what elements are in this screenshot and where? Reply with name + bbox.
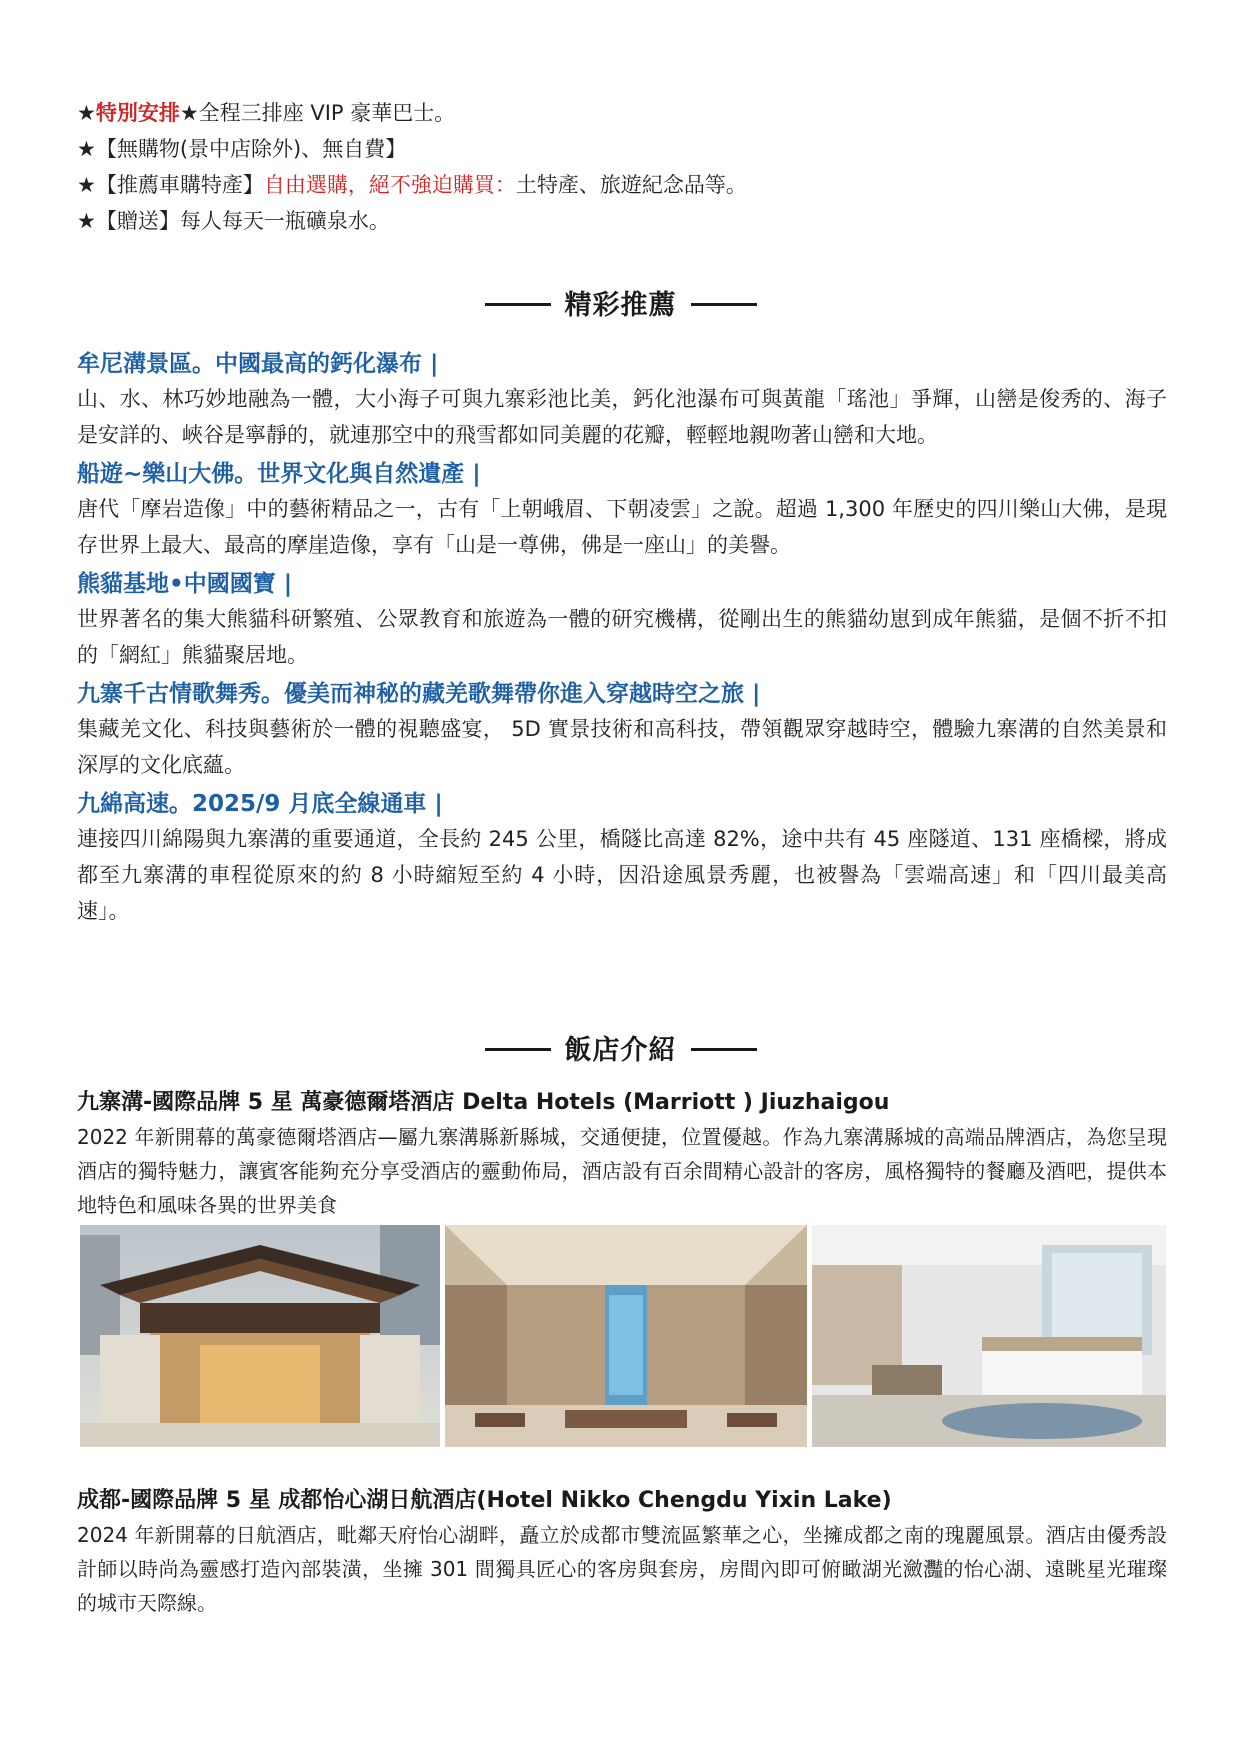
highlight-heading: 九綿高速。2025/9 月底全線通車 | [77,791,443,817]
hotel-name: 九寨溝-國際品牌 5 星 萬豪德爾塔酒店 Delta Hotels (Marriott ) Jiuzhaigou [77,1090,890,1115]
feature-item-bus: ★特別安排★全程三排座 VIP 豪華巴士。 [77,101,456,125]
highlight-item [77,457,1167,563]
highlight-body: 連接四川綿陽與九寨溝的重要通道，全長約 245 公里，橋隧比高達 82%，途中共有 45 座隧道、131 座橋樑，將成都至九寨溝的車程從原來的約 8 小時縮短至約 4 小時，因沿途風景秀麗，也被譽為「雲端高速」和「四川最美高速」。 [77,827,1167,923]
highlight-body: 唐代「摩岩造像」中的藝術精品之一，古有「上朝峨眉、下朝凌雲」之說。超過 1,300 年歷史的四川樂山大佛，是現存世界上最大、最高的摩崖造像，享有「山是一尊佛，佛是一座山」的美譽。 [77,497,1167,557]
highlight-heading: 九寨千古情歌舞秀。優美而神秘的藏羌歌舞帶你進入穿越時空之旅 | [77,681,761,707]
hotel-delta-jiuzhaigou [77,1086,1167,1222]
feature-item-water: ★【贈送】每人每天一瓶礦泉水。 [77,209,390,233]
highlight-body: 世界著名的集大熊貓科研繁殖、公眾教育和旅遊為一體的研究機構，從剛出生的熊貓幼崽到成年熊貓，是個不折不扣的「網紅」熊貓聚居地。 [77,607,1167,667]
hotel-lobby-photo [445,1225,807,1447]
title-dash-right [691,303,757,306]
highlight-item [77,677,1167,783]
highlight-heading: 熊貓基地•中國國寶 | [77,571,293,597]
hotel-room-photo [812,1225,1166,1447]
highlight-body: 山、水、林巧妙地融為一體，大小海子可與九寨彩池比美，鈣化池瀑布可與黃龍「瑤池」爭輝，山巒是俊秀的、海子是安詳的、峽谷是寧靜的，就連那空中的飛雪都如同美麗的花瓣，輕輕地親吻著山巒和大地。 [77,387,1167,447]
hotel-name: 成都-國際品牌 5 星 成都怡心湖日航酒店(Hotel Nikko Chengdu Yixin Lake) [77,1488,892,1513]
hotel-description: 2024 年新開幕的日航酒店，毗鄰天府怡心湖畔，矗立於成都市雙流區繁華之心，坐擁成都之南的瑰麗風景。酒店由優秀設計師以時尚為靈感打造內部裝潢，坐擁 301 間獨具匠心的客房與套房，房間內即可俯瞰湖光瀲灩的怡心湖、遠眺星光璀璨的城市天際線。 [77,1523,1167,1615]
hotel-exterior-photo [80,1225,440,1447]
title-dash-left [485,1048,551,1051]
hotel-description: 2022 年新開幕的萬豪德爾塔酒店—屬九寨溝縣新縣城，交通便捷，位置優越。作為九寨溝縣城的高端品牌酒店，為您呈現酒店的獨特魅力，讓賓客能夠充分享受酒店的靈動佈局，酒店設有百余間精心設計的客房，風格獨特的餐廳及酒吧，提供本地特色和風味各異的世界美食 [77,1125,1167,1217]
hotels-title: 飯店介紹 [0,1028,1241,1067]
feature-item-specialties: ★【推薦車購特產】自由選購，絕不強迫購買：土特產、旅遊紀念品等。 [77,173,747,197]
highlight-body: 集藏羌文化、科技與藝術於一體的視聽盛宴， 5D 實景技術和高科技，帶領觀眾穿越時空，體驗九寨溝的自然美景和深厚的文化底蘊。 [77,717,1167,777]
highlight-item [77,347,1167,453]
title-dash-right [691,1048,757,1051]
title-dash-left [485,303,551,306]
hotel-nikko-chengdu [77,1484,1167,1620]
highlight-item [77,787,1167,929]
highlight-heading: 船遊~樂山大佛。世界文化與自然遺產 | [77,461,481,487]
hotel-photo-strip [80,1225,1166,1447]
feature-item-no-shopping: ★【無購物(景中店除外)、無自費】 [77,137,407,161]
highlights-list [77,343,1167,929]
feature-list [77,95,1167,239]
highlight-heading: 牟尼溝景區。中國最高的鈣化瀑布 | [77,351,439,377]
highlight-item [77,567,1167,673]
highlights-title: 精彩推薦 [0,283,1241,322]
